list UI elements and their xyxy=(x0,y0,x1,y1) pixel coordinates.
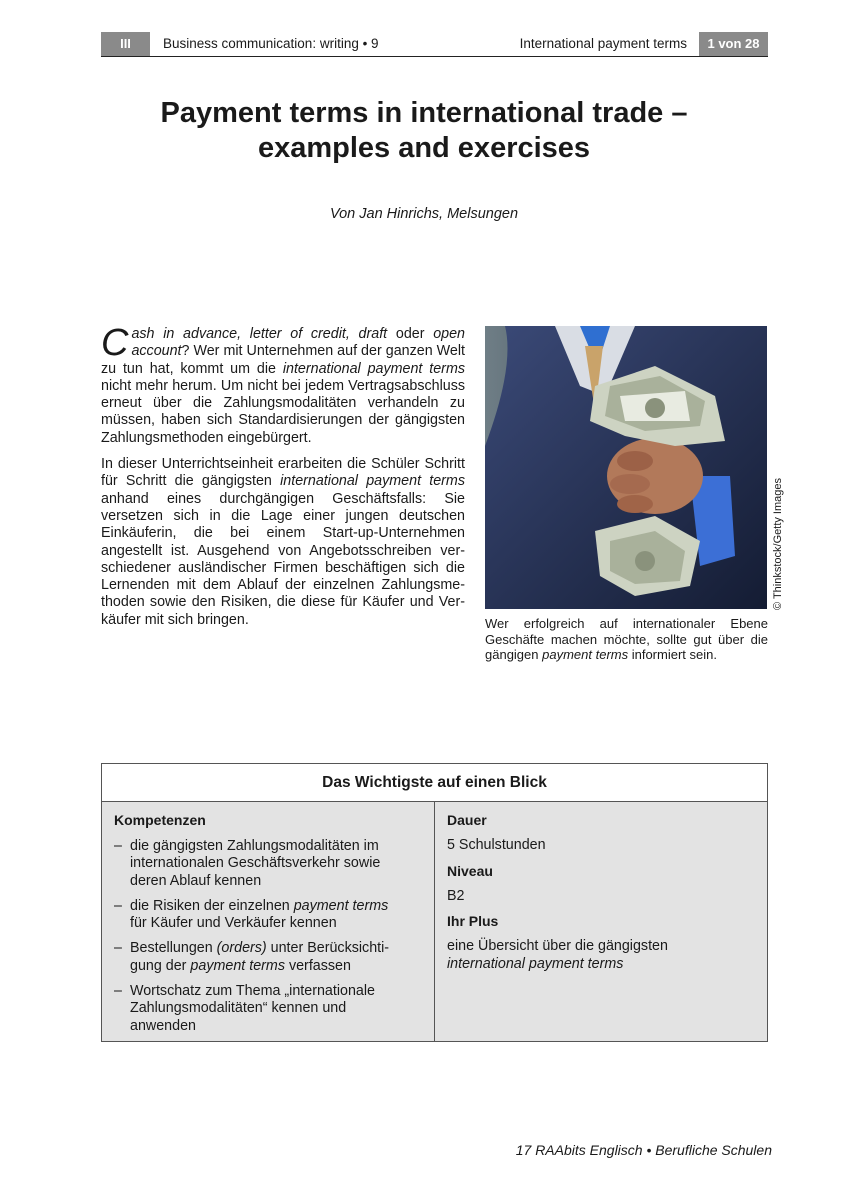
italic-text-run: international payment terms xyxy=(280,473,465,490)
section-badge: III xyxy=(101,32,150,56)
text-run: Bestellungen xyxy=(130,940,217,957)
title-line-1: Payment terms in international trade – xyxy=(160,97,688,129)
photo-caption xyxy=(485,616,768,663)
details-column xyxy=(435,802,767,1041)
text-run: oder xyxy=(387,326,434,342)
intro-paragraph-1 xyxy=(101,322,466,447)
text-run: die Risiken der einzelnen xyxy=(130,897,294,914)
page-title xyxy=(90,96,758,166)
text-run: die gängigsten Zahlungsmodalitäten im internationalen Geschäftsverkehr sowie deren Ablauf kennen xyxy=(130,838,381,889)
page-footer: 17 RAAbits Englisch • Berufliche Schulen xyxy=(515,1142,772,1158)
text-run: ? Wer mit Unternehmen auf der ganzen Welt zu tun hat, kommt um die xyxy=(101,343,465,377)
intro-text xyxy=(101,322,466,638)
text-run: anhand eines durchgängigen Geschäftsfalls: Sie versetzen sich in die Lage einer jungen deutschen Einkäuferin, die bei einem Start-up-Unternehmen angestellt ist. Ausgehend von Angebotsschreiben verschiedener ausländischer Firmen beschäftigen sich die Lernenden mit dem Ablauf der einzelnen Zahlungsmethoden sowie den Risiken, die diese für Käufer und Verkäufer mit sich bringen. xyxy=(101,490,465,628)
header-topic: Business communication: writing • 9 xyxy=(163,36,379,51)
level-label: Niveau xyxy=(447,862,493,879)
plus-label: Ihr Plus xyxy=(447,913,499,929)
italic-text-run: international payment terms xyxy=(282,360,466,377)
text-run: eine Übersicht über die gängigsten xyxy=(447,938,668,954)
italic-text-run: payment terms xyxy=(190,957,285,974)
italic-text-run: (orders) xyxy=(216,940,267,957)
page-header xyxy=(101,32,768,57)
author-line: Von Jan Hinrichs, Melsungen xyxy=(329,206,519,222)
text-run: für Käufer und Verkäufer kennen xyxy=(130,915,337,932)
text-run: In dieser Unterrichtseinheit erarbeiten die Schüler Schritt für Schritt die gängigsten xyxy=(101,456,465,490)
photo-credit: © Thinkstock/Getty Images xyxy=(772,477,784,610)
competencies-list xyxy=(102,838,434,1035)
duration-value: 5 Schulstunden xyxy=(447,837,546,853)
plus-value xyxy=(447,938,727,973)
overview-box-heading: Das Wichtigste auf einen Blick xyxy=(102,764,767,802)
competencies-label: Kompetenzen xyxy=(114,812,206,828)
text-run: Wer erfolgreich auf internationaler Ebene Geschäfte machen möchte, sollte gut über die gängigen xyxy=(485,616,768,663)
text-run: Wortschatz zum Thema „internationale Zahlungsmodalitäten“ kennen und anwenden xyxy=(130,983,376,1034)
competencies-column xyxy=(102,802,435,1041)
italic-text-run: payment terms xyxy=(293,897,389,914)
page-number-badge: 1 von 28 xyxy=(699,32,768,56)
text-run: nicht mehr herum. Um nicht bei jedem Vertragsabschluss erneut über die Zahlungsmodalitäten verhandeln zu müssen, haben sich Standardisierungen der gängigsten Zahlungsmethoden eingebürgert. xyxy=(101,377,465,446)
list-item xyxy=(114,838,396,890)
italic-text-run: international payment terms xyxy=(447,955,624,972)
list-item xyxy=(114,983,396,1035)
italic-text-run: ash in advance, letter of credit, draft xyxy=(131,326,388,342)
italic-text-run: payment terms xyxy=(542,647,629,663)
overview-box xyxy=(101,763,768,1042)
list-item xyxy=(114,940,396,975)
text-run: informiert sein. xyxy=(628,647,717,663)
level-value: B2 xyxy=(447,887,465,904)
duration-label: Dauer xyxy=(447,812,487,828)
list-item xyxy=(114,898,396,933)
title-line-2: examples and exercises xyxy=(257,132,591,164)
italic-text-run: open account xyxy=(131,326,465,360)
money-fist-photo xyxy=(485,326,767,609)
text-run: verfassen xyxy=(284,957,351,974)
overview-box-body xyxy=(102,802,767,1041)
text-run: unter Berücksichtigung der xyxy=(130,940,390,974)
header-unit-title: International payment terms xyxy=(519,36,687,51)
drop-cap: C xyxy=(101,322,129,364)
intro-paragraph-2 xyxy=(101,456,465,629)
